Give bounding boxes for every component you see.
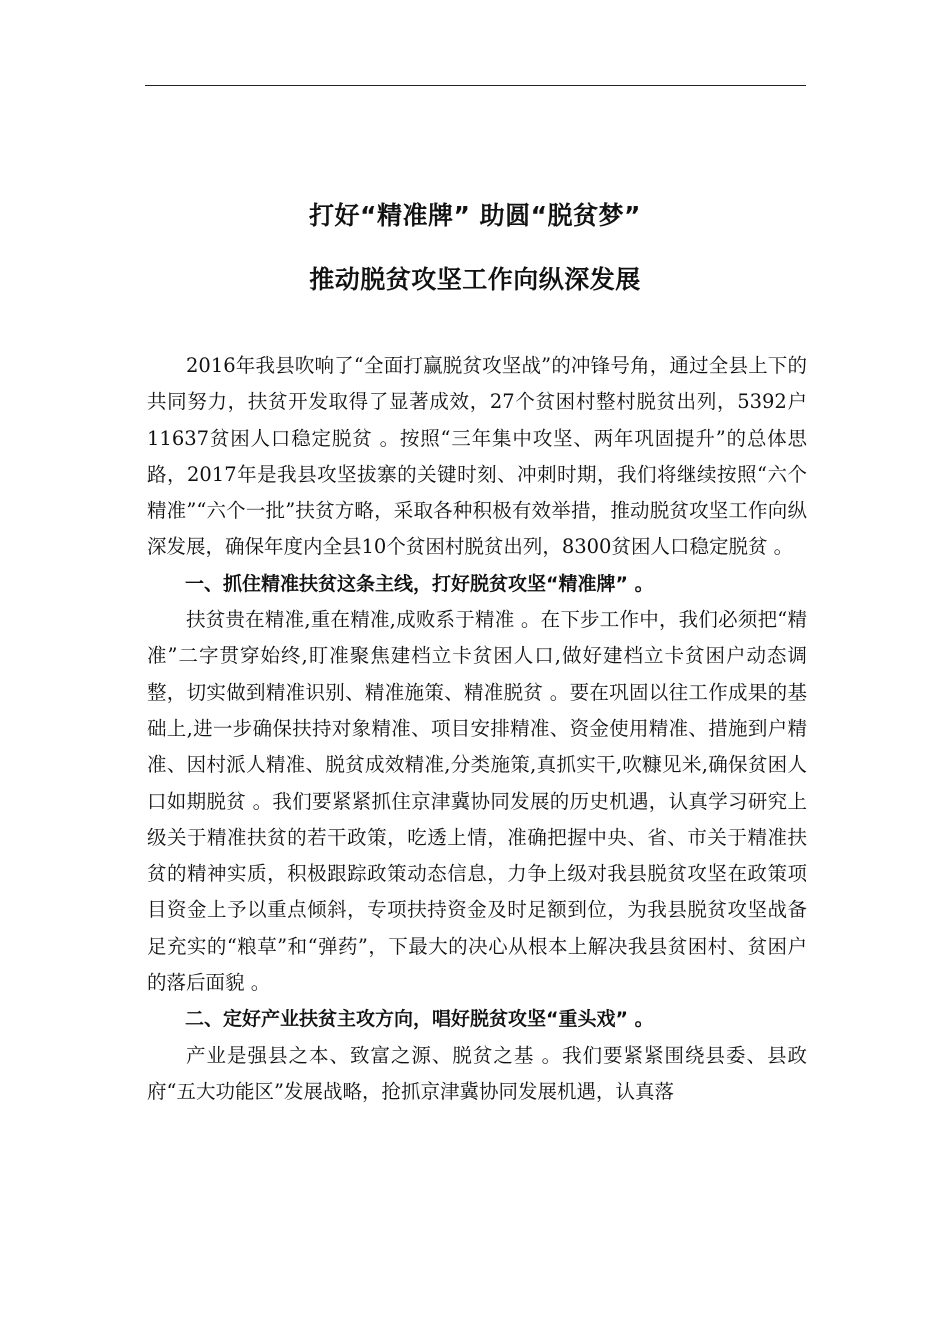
section-heading-2: 二、定好产业扶贫主攻方向，唱好脱贫攻坚“重头戏” 。 xyxy=(185,1008,654,1031)
section-2-paragraph: 产业是强县之本、致富之源、脱贫之基 。我们要紧紧围绕县委、县政府“五大功能区”发展战略，抢抓京津冀协同发展机遇，认真落 xyxy=(147,1043,807,1103)
header-rule xyxy=(145,85,806,86)
intro-paragraph: 2016年我县吹响了“全面打赢脱贫攻坚战”的冲锋号角，通过全县上下的共同努力，扶贫开发取得了显著成效，27个贫困村整村脱贫出列，5392户11637贫困人口稳定脱贫 。按照“三年集中攻坚、两年巩固提升”的总体思路，2017年是我县攻坚拔寨的关键时刻、冲刺时期，我们将继续按照“六个精准”“六个一批”扶贫方略，采取各种积极有效举措，推动脱贫攻坚工作向纵深发展，确保年度内全县10个贫困村脱贫出列，8300贫困人口稳定脱贫 。 xyxy=(147,354,807,559)
section-heading-1: 一、抓住精准扶贫这条主线，打好脱贫攻坚“精准牌” 。 xyxy=(185,572,654,595)
title-line-2: 推动脱贫攻坚工作向纵深发展 xyxy=(309,265,641,294)
section-1-paragraph: 扶贫贵在精准,重在精准,成败系于精准 。在下步工作中，我们必须把“精准”二字贯穿始终,盯准聚焦建档立卡贫困人口,做好建档立卡贫困户动态调整，切实做到精准识别、精准施策、精准脱贫 。要在巩固以往工作成果的基础上,进一步确保扶持对象精准、项目安排精准、资金使用精准、措施到户精准、因村派人精准、脱贫成效精准,分类施策,真抓实干,吹糠见米,确保贫困人口如期脱贫 。我们要紧紧抓住京津冀协同发展的历史机遇，认真学习研究上级关于精准扶贫的若干政策，吃透上情，准确把握中央、省、市关于精准扶贫的精神实质，积极跟踪政策动态信息，力争上级对我县脱贫攻坚在政策项目资金上予以重点倾斜，专项扶持资金及时足额到位，为我县脱贫攻坚战备足充实的“粮草”和“弹药”，下最大的决心从根本上解决我县贫困村、贫困户的落后面貌 。 xyxy=(147,608,807,995)
document-body xyxy=(147,348,807,1110)
title-line-1: 打好“精准牌” 助圆“脱贫梦” xyxy=(309,201,641,230)
